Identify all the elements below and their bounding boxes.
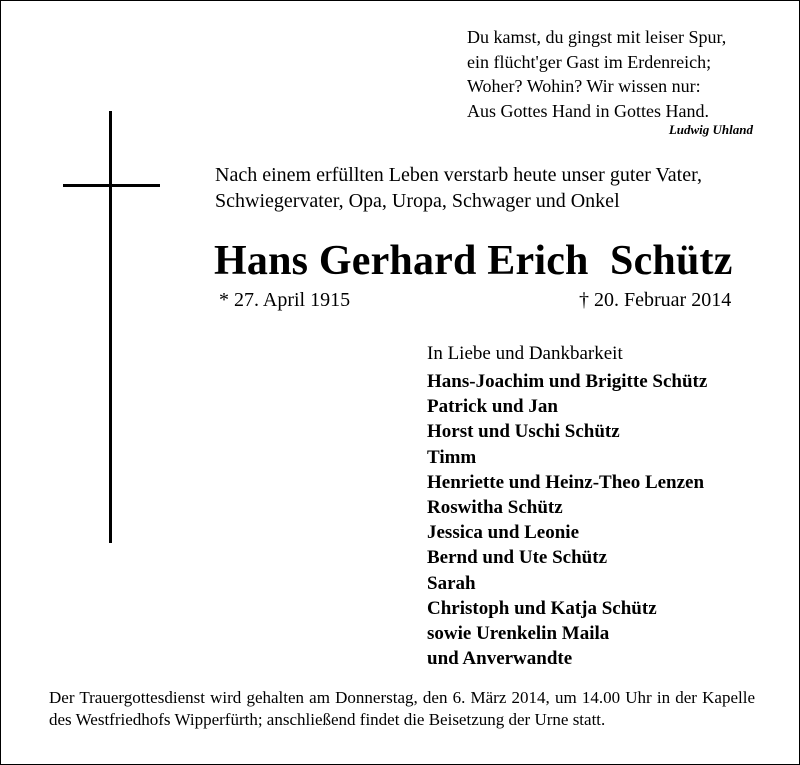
list-item: Timm: [427, 446, 477, 468]
list-item: Christoph und Katja Schütz: [427, 597, 657, 619]
mourners-block: [427, 341, 707, 671]
list-item: Roswitha Schütz: [427, 497, 563, 519]
poem-author: Ludwig Uhland: [668, 122, 753, 137]
list-item: Bernd und Ute Schütz: [427, 547, 607, 569]
mourner-list: [427, 369, 707, 671]
cross-vertical-bar: [109, 111, 112, 543]
poem-line: Du kamst, du gingst mit leiser Spur,: [467, 27, 727, 47]
intro-text: [215, 162, 702, 214]
cross-horizontal-bar: [63, 184, 160, 187]
intro-line: Nach einem erfüllten Leben verstarb heute unser guter Vater,: [215, 164, 702, 186]
death-date: † 20. Februar 2014: [579, 289, 732, 311]
birth-date: * 27. April 1915: [219, 289, 351, 311]
deceased-name: Hans Gerhard Erich Schütz: [214, 238, 733, 284]
poem-line: Aus Gottes Hand in Gottes Hand.: [467, 100, 709, 121]
list-item: Jessica und Leonie: [427, 522, 580, 544]
list-item: Hans-Joachim und Brigitte Schütz: [427, 371, 708, 392]
list-item: und Anverwandte: [427, 648, 573, 670]
list-item: Horst und Uschi Schütz: [427, 421, 620, 443]
dedication: In Liebe und Dankbarkeit: [427, 343, 623, 364]
funeral-details: Der Trauergottesdienst wird gehalten am Donnerstag, den 6. März 2014, um 14.00 Uhr in der Kapelle des Westfriedhofs Wipperfürth; anschließend findet die Beisetzung der Urne statt.: [49, 688, 755, 729]
intro-line: Schwiegervater, Opa, Uropa, Schwager und Onkel: [215, 190, 620, 212]
poem-line: ein flücht'ger Gast im Erdenreich;: [467, 51, 712, 72]
list-item: Patrick und Jan: [427, 396, 558, 418]
poem-line: Woher? Wohin? Wir wissen nur:: [467, 76, 701, 96]
list-item: Henriette und Heinz-Theo Lenzen: [427, 471, 705, 493]
list-item: sowie Urenkelin Maila: [427, 623, 610, 645]
poem: [467, 25, 726, 123]
list-item: Sarah: [427, 572, 476, 594]
